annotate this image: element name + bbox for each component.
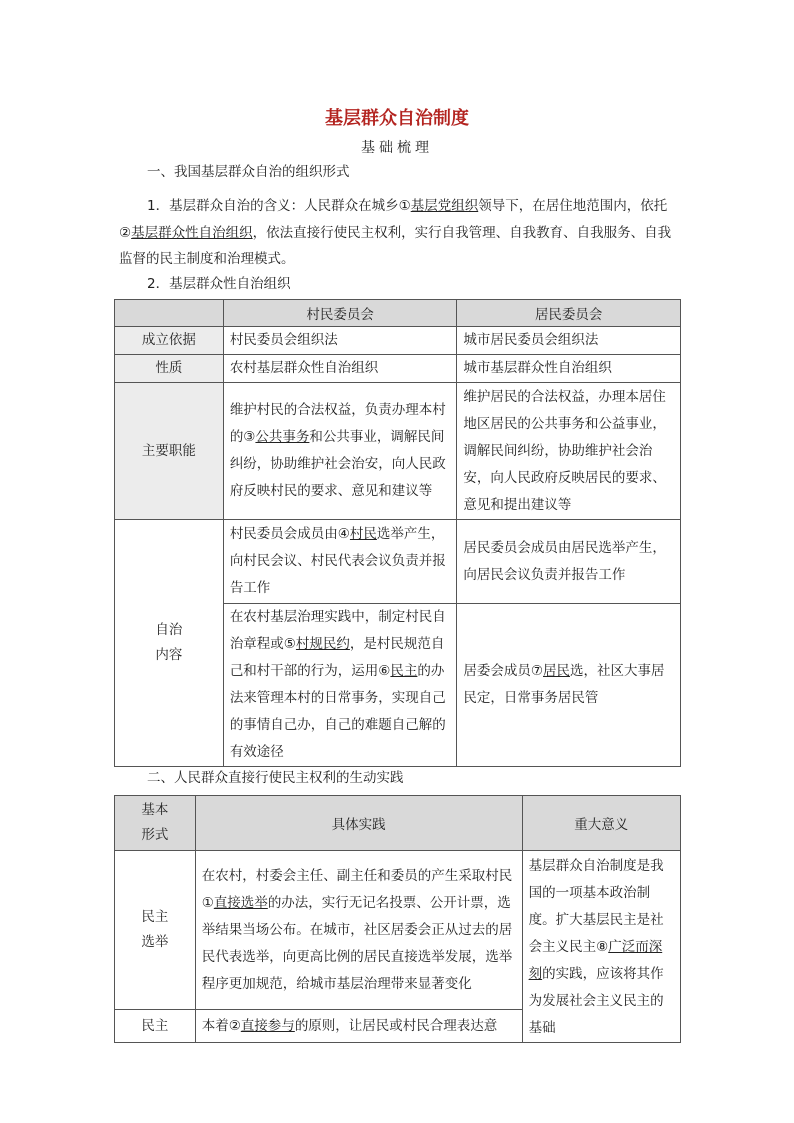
table-cell: 在农村，村委会主任、副主任和委员的产生采取村民①直接选举的办法，实行无记名投票、公开计票，选举结果当场公布。在城市，社区居委会正从过去的居民代表选举，向更高比例的居民直接选举发展，选举程序更加规范，给城市基层治理带来显著变化 bbox=[195, 851, 522, 1010]
table-header-row bbox=[115, 300, 681, 327]
table-row bbox=[115, 520, 681, 604]
table-row bbox=[115, 851, 681, 1010]
table-cell: 城市居民委员会组织法 bbox=[457, 327, 681, 355]
table-cell: 在农村基层治理实践中，制定村民自治章程或⑤村规民约，是村民规范自己和村干部的行为，运用⑥民主的办法来管理本村的日常事务，实现自己的事情自己办，自己的难题自己解的有效途径 bbox=[223, 604, 457, 767]
underline-answer: 基层群众性自治组织 bbox=[131, 224, 253, 241]
subheading-organizations: 2．基层群众性自治组织 bbox=[147, 276, 291, 292]
row-label: 成立依据 bbox=[115, 327, 224, 355]
row-label: 民主 bbox=[115, 1010, 196, 1043]
underline-answer: 村民 bbox=[349, 526, 377, 542]
organizations-table bbox=[114, 299, 681, 767]
table-header-row bbox=[115, 796, 681, 851]
underline-answer: 民主 bbox=[390, 663, 418, 679]
column-header: 重大意义 bbox=[522, 796, 680, 851]
column-header: 基本 形式 bbox=[115, 796, 196, 851]
paragraph-definition: 1．基层群众自治的含义：人民群众在城乡①基层党组织领导下，在居住地范围内，依托②基层群众性自治组织，依法直接行使民主权利，实行自我管理、自我教育、自我服务、自我监督的民主制度和治理模式。 bbox=[119, 198, 672, 267]
table-cell: 维护居民的合法权益，办理本居住地区居民的公共事务和公益事业，调解民间纠纷，协助维护社会治安，向人民政府反映居民的要求、意见和提出建议等 bbox=[457, 383, 681, 520]
corner-cell bbox=[115, 300, 224, 327]
underline-answer: 广泛而深刻 bbox=[528, 939, 663, 982]
table-row bbox=[115, 383, 681, 520]
underline-answer: 居民 bbox=[543, 663, 570, 679]
table-cell: 居委会成员⑦居民选，社区大事居民定，日常事务居民管 bbox=[457, 604, 681, 767]
row-label: 主要职能 bbox=[115, 383, 224, 520]
table-cell: 维护村民的合法权益，负责办理本村的③公共事务和公共事业，调解民间纠纷，协助维护社会治安，向人民政府反映村民的要求、意见和建议等 bbox=[223, 383, 457, 520]
table-row bbox=[115, 355, 681, 383]
table-row bbox=[115, 327, 681, 355]
underline-answer: 直接选举 bbox=[213, 894, 268, 911]
section2-heading: 二、人民群众直接行使民主权利的生动实践 bbox=[147, 770, 404, 786]
document-title: 基层群众自治制度 bbox=[325, 108, 469, 129]
underline-answer: 村规民约 bbox=[295, 636, 350, 652]
practice-table bbox=[114, 795, 681, 1043]
column-header: 居民委员会 bbox=[457, 300, 681, 327]
row-label: 自治 内容 bbox=[115, 520, 224, 767]
underline-answer: 基层党组织 bbox=[410, 198, 479, 214]
table-cell: 居民委员会成员由居民选举产生，向居民会议负责并报告工作 bbox=[457, 520, 681, 604]
table-cell: 城市基层群众性自治组织 bbox=[457, 355, 681, 383]
table-cell: 本着②直接参与的原则，让居民或村民合理表达意 bbox=[195, 1010, 522, 1043]
column-header: 具体实践 bbox=[195, 796, 522, 851]
underline-answer: 直接参与 bbox=[240, 1017, 295, 1034]
column-header: 村民委员会 bbox=[223, 300, 457, 327]
section1-heading: 一、我国基层群众自治的组织形式 bbox=[147, 164, 350, 180]
row-label: 民主 选举 bbox=[115, 851, 196, 1010]
table-cell: 村民委员会成员由④村民选举产生，向村民会议、村民代表会议负责并报告工作 bbox=[223, 520, 457, 604]
row-label: 性质 bbox=[115, 355, 224, 383]
underline-answer: 公共事务 bbox=[255, 429, 310, 445]
table-cell: 村民委员会组织法 bbox=[223, 327, 457, 355]
table-cell: 农村基层群众性自治组织 bbox=[223, 355, 457, 383]
document-subtitle: 基础梳理 bbox=[361, 140, 433, 156]
table-cell: 基层群众自治制度是我国的一项基本政治制度。扩大基层民主是社会主义民主⑧广泛而深刻的实践，应该将其作为发展社会主义民主的基础 bbox=[522, 851, 680, 1043]
